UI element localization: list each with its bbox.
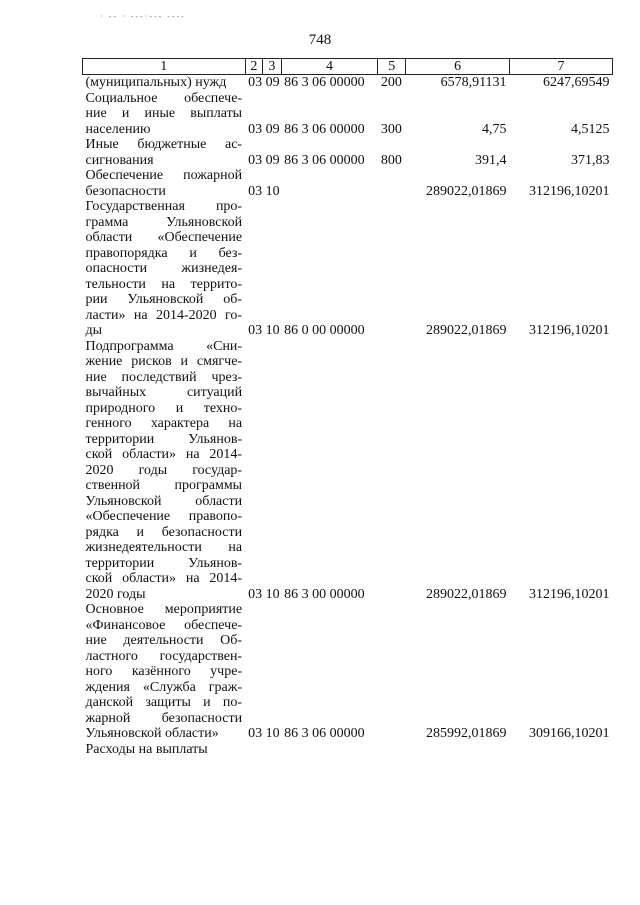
row-target-article [281,168,378,199]
row-expense-type [378,199,406,339]
row-description [83,91,246,138]
row-subsection-code: 09 [265,121,280,137]
description-line: ственной программы [85,478,243,493]
description-line: ние деятельности Об- [85,633,243,648]
table-row [83,91,613,138]
description-line: Иные бюджетные ас- [85,137,243,152]
row-section-code [245,742,262,758]
row-section-code: 03 [248,586,263,602]
row-subsection-code: 10 [265,323,280,338]
row-target-article: 86 3 06 00000 [284,121,365,137]
table-body [83,75,613,758]
row-expense-type [378,742,406,758]
row-amount-year1: 391,4 [475,152,507,168]
header-cell-2: 2 [245,59,262,75]
table-row [83,742,613,758]
description-line: населению [85,121,151,137]
header-cell-6: 6 [406,59,510,75]
description-line: Расходы на выплаты [85,741,208,757]
row-subsection-code: 10 [265,183,280,199]
row-description [83,137,246,168]
row-target-article: 86 0 00 00000 [284,323,365,338]
description-line: «Обеспечение правопо- [85,509,243,524]
row-description [83,742,246,758]
description-line: ного казённого учре- [85,664,243,679]
row-section-code: 03 [248,183,263,199]
description-line: Ульяновской области» [85,726,219,741]
description-line: жарной безопасности [85,710,243,726]
description-line: жизнедеятельности на [85,540,243,555]
row-amount-year2 [510,742,613,758]
description-line: безопасности [85,183,166,199]
description-line: природного и техно- [85,400,243,416]
row-amount-year1: 289022,01869 [426,183,507,199]
row-expense-type [378,168,406,199]
description-line: ласти» на 2014-2020 го- [85,307,243,323]
row-expense-type [378,339,406,603]
row-expense-type [378,602,406,742]
row-amount-year2: 371,83 [571,152,610,168]
row-expense-type: 800 [380,152,402,168]
row-description [83,339,246,603]
table-row [83,199,613,339]
description-line: ластного государствен- [85,648,243,664]
description-line: Ульяновской области [85,493,243,509]
table-header [83,59,613,75]
description-line: вычайных ситуаций [85,385,243,400]
row-amount-year2: 309166,10201 [529,726,610,741]
row-description [83,602,246,742]
description-line: ской области» на 2014- [85,447,243,462]
description-line: генного характера на [85,416,243,431]
header-cell-3: 3 [263,59,282,75]
table-row [83,137,613,168]
table-row [83,168,613,199]
row-subsection-code: 10 [265,726,280,741]
description-line: ждения «Служба граж- [85,679,243,695]
description-line: (муниципальных) нужд [85,75,227,90]
description-line: территории Ульянов- [85,555,243,571]
row-amount-year2: 312196,10201 [529,586,610,602]
row-amount-year2: 4,5125 [571,121,610,137]
description-line: данской защиты и по- [85,695,243,710]
row-subsection-code: 10 [265,586,280,602]
row-expense-type: 300 [380,121,402,137]
page-number: 748 [308,32,332,48]
header-cell-1: 1 [83,59,246,75]
row-subsection-code: 09 [265,75,280,90]
row-amount-year1: 6578,91131 [440,75,507,90]
description-line: ды [85,323,103,338]
row-target-article: 86 3 06 00000 [284,152,365,168]
row-amount-year1: 285992,01869 [426,726,507,741]
header-cell-4: 4 [281,59,378,75]
budget-table [82,58,613,757]
row-section-code: 03 [248,323,263,338]
row-section-code: 03 [248,726,263,741]
description-line: территории Ульянов- [85,431,243,447]
row-description [83,168,246,199]
row-target-article: 86 3 06 00000 [284,726,365,741]
description-line: грамма Ульяновской [85,214,243,230]
description-line: рядка и безопасности [85,524,243,540]
row-description [83,75,246,91]
description-line: области «Обеспечение [85,230,243,245]
row-amount-year2: 312196,10201 [529,183,610,199]
row-section-code: 03 [248,75,263,90]
description-line: Обеспечение пожарной [85,168,243,183]
description-line: ской области» на 2014- [85,571,243,586]
description-line: жение рисков и смягче- [85,354,243,369]
scan-artifact: · -- · ---·--- ---- [100,12,186,21]
row-section-code: 03 [248,121,263,137]
row-amount-year1: 289022,01869 [426,586,507,602]
row-amount-year2: 6247,69549 [543,75,610,90]
description-line: 2020 годы государ- [85,462,243,478]
table-row [83,602,613,742]
description-line: Государственная про- [85,199,243,214]
description-line: «Финансовое обеспече- [85,617,243,633]
row-amount-year1: 4,75 [482,121,507,137]
description-line: рии Ульяновской об- [85,292,243,307]
row-subsection-code: 09 [265,152,280,168]
header-row [83,59,613,75]
description-line: Подпрограмма «Сни- [85,338,243,354]
row-target-article: 86 3 06 00000 [284,75,365,90]
description-line: 2020 годы [85,586,146,602]
row-amount-year1: 289022,01869 [426,323,507,338]
description-line: тельности на террито- [85,276,243,292]
description-line: правопорядка и без- [85,245,243,261]
description-line: ние последствий чрез- [85,369,243,385]
table-row [83,75,613,91]
row-amount-year1 [406,742,510,758]
row-description [83,199,246,339]
row-amount-year2: 312196,10201 [529,323,610,338]
description-line: Основное мероприятие [85,602,243,617]
header-cell-7: 7 [510,59,613,75]
row-expense-type: 200 [380,75,402,90]
row-section-code: 03 [248,152,263,168]
row-subsection-code [263,742,282,758]
description-line: ние и иные выплаты [85,106,243,121]
description-line: сигнования [85,152,154,168]
header-cell-5: 5 [378,59,406,75]
description-line: опасности жизнедея- [85,261,243,276]
table-row [83,339,613,603]
row-target-article: 86 3 00 00000 [284,586,365,602]
row-target-article [281,742,378,758]
description-line: Социальное обеспече- [85,90,243,106]
